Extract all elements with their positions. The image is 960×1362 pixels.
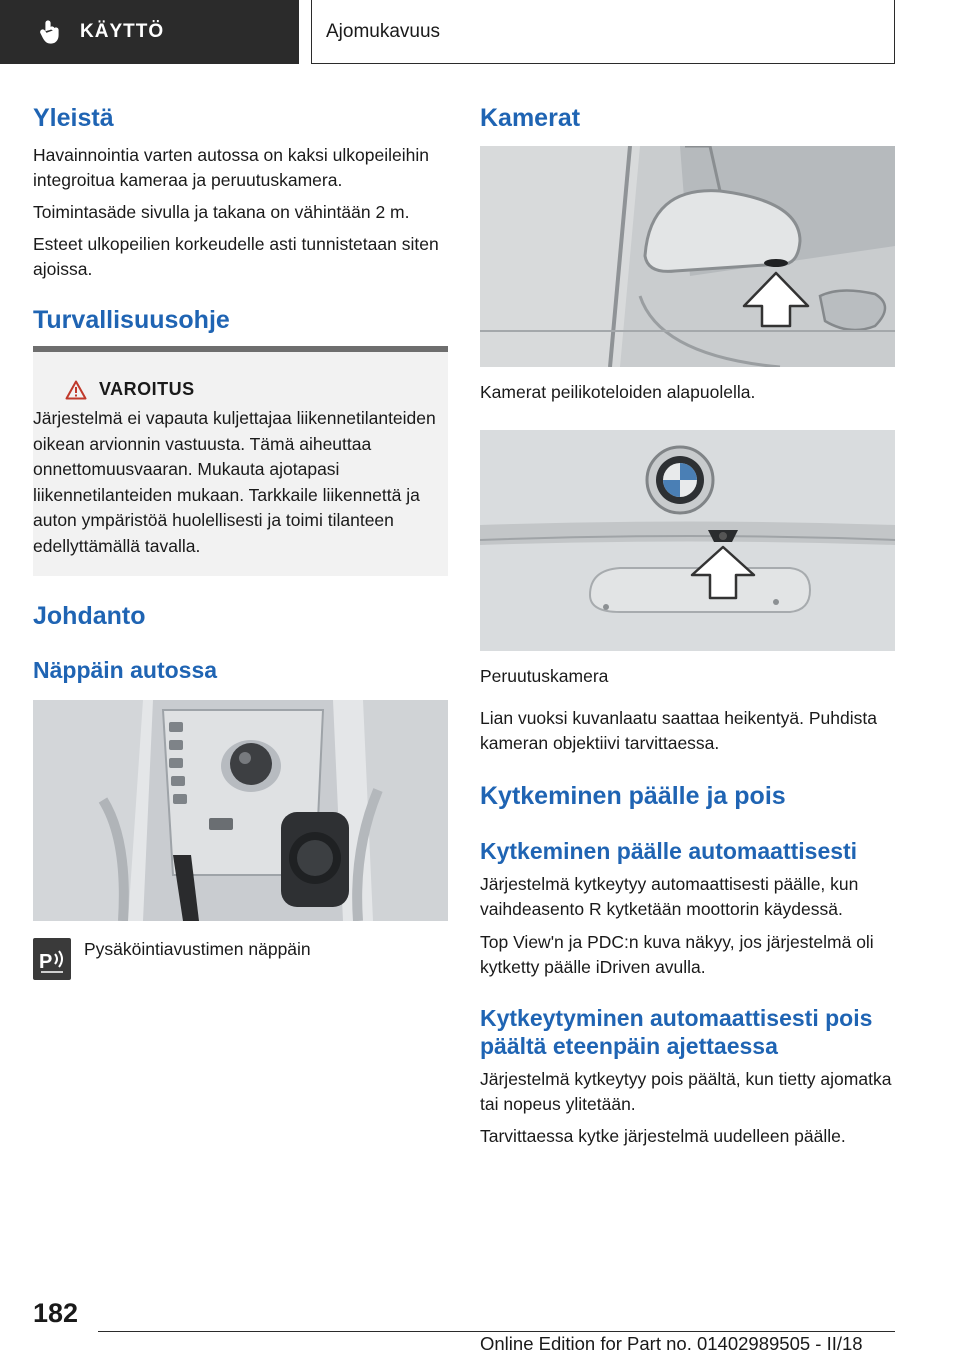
chapter-tab-label: Ajomukavuus: [326, 20, 441, 42]
yleista-heading: Yleistä: [33, 104, 114, 132]
warning-triangle-icon: [65, 380, 87, 400]
warning-text: Järjestelmä ei vapauta kuljettajaa liikennetilanteiden oikean arvionnin vastuusta. Tämä aiheuttaa onnettomuusvaaran. Mukauta ajotapasi liikennetilanteiden mukaan. Tarkkaile liikennettä ja auton ympäristöä huolellisesti ja toimi tilanteen edellyttämällä tavalla.: [33, 408, 436, 556]
auto-on-paragraph-2: Top View'n ja PDC:n kuva näkyy, jos järjestelmä oli kytketty päälle iDriven avulla.: [480, 932, 874, 977]
yleista-paragraph-3: Esteet ulkopeilien korkeudelle asti tunnistetaan siten ajoissa.: [33, 234, 439, 279]
footer-edition: Online Edition for Part no. 01402989505 - II/18: [480, 1333, 863, 1354]
footer-divider: [98, 1331, 895, 1332]
kytkeminen-heading: Kytkeminen päälle ja pois: [480, 782, 786, 810]
warning-label: VAROITUS: [99, 379, 195, 399]
rear-camera-image: [480, 430, 895, 651]
nappain-heading: Näppäin autossa: [33, 657, 218, 683]
parking-assistant-icon: [33, 938, 71, 980]
chapter-tab[interactable]: [311, 0, 895, 64]
mirror-caption: Kamerat peilikoteloiden alapuolella.: [480, 382, 756, 402]
hand-pointer-icon: [38, 19, 64, 45]
auto-on-heading: Kytkeminen päälle automaattisesti: [480, 838, 858, 864]
page-number: 182: [33, 1298, 79, 1328]
warning-box: [33, 346, 448, 576]
rear-paragraph: Lian vuoksi kuvanlaatu saattaa heikentyä. Puhdista kameran objektiivi tarvittaessa.: [480, 708, 877, 753]
auto-off-paragraph-1: Järjestelmä kytkeytyy pois päältä, kun tietty ajomatka tai nopeus ylitetään.: [480, 1069, 892, 1114]
rear-caption: Peruutuskamera: [480, 666, 609, 686]
side-mirror-camera-image: [480, 146, 895, 367]
center-console-image: [33, 700, 448, 921]
yleista-paragraph-1: Havainnointia varten autossa on kaksi ulkopeileihin integroitua kameraa ja peruutuskamera.: [33, 145, 429, 190]
svg-text:P: P: [39, 951, 53, 973]
auto-on-paragraph-1: Järjestelmä kytkeytyy automaattisesti päälle, kun vaihdeasento R kytketään moottorin käydessä.: [480, 874, 859, 919]
button-caption: Pysäköintiavustimen näppäin: [84, 939, 311, 959]
section-tab[interactable]: [0, 0, 299, 64]
section-tab-label: KÄYTTÖ: [80, 21, 165, 42]
auto-off-heading: Kytkeytyminen automaattisesti pois päältä eteenpäin ajettaessa: [480, 1005, 873, 1059]
turvallisuus-heading: Turvallisuusohje: [33, 306, 230, 334]
kamerat-heading: Kamerat: [480, 104, 581, 132]
warning-header: [65, 379, 195, 400]
yleista-paragraph-2: Toimintasäde sivulla ja takana on vähintään 2 m.: [33, 202, 410, 222]
auto-off-paragraph-2: Tarvittaessa kytke järjestelmä uudelleen päälle.: [480, 1126, 846, 1146]
johdanto-heading: Johdanto: [33, 602, 146, 630]
